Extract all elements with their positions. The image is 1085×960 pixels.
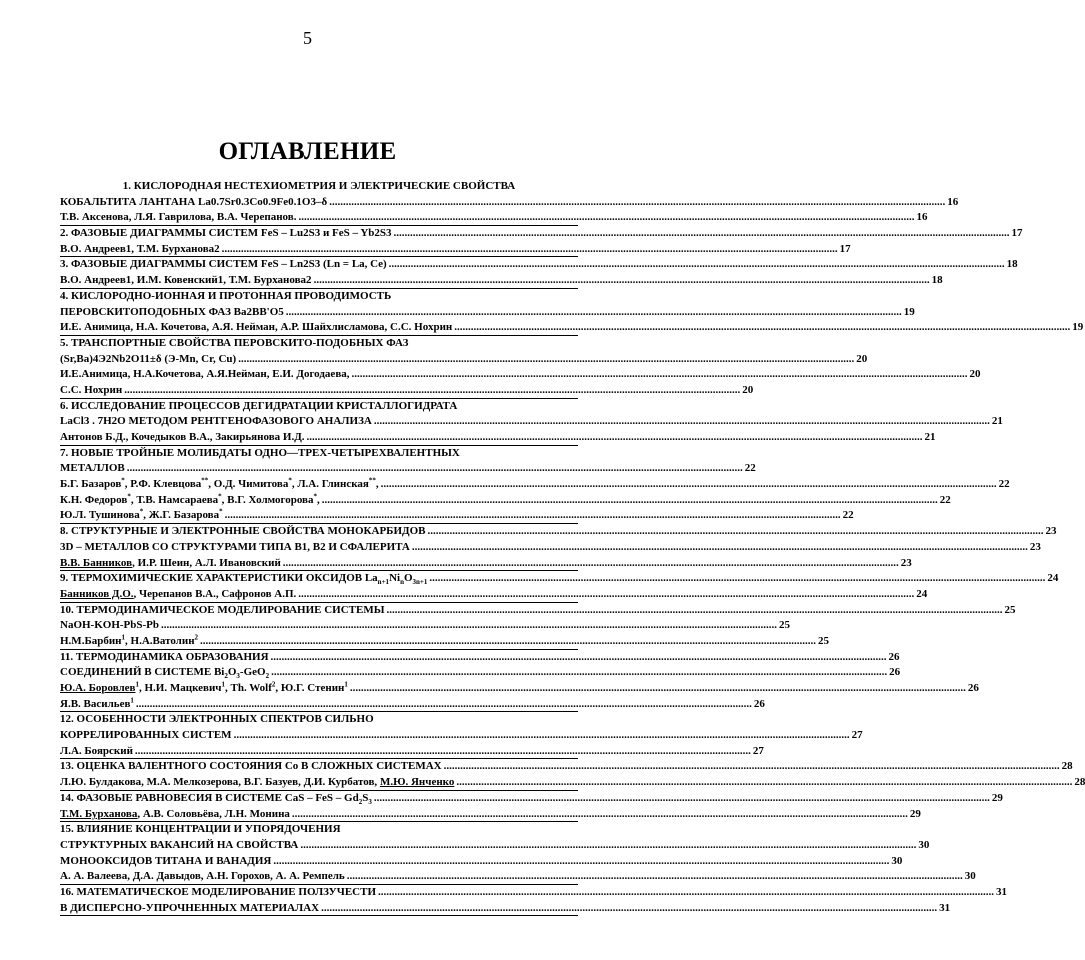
toc-entry (60, 179, 959, 226)
leader-dots (378, 885, 994, 901)
leader-dots (273, 854, 889, 870)
leader-dots (427, 524, 1043, 540)
leader-dots (321, 901, 937, 917)
toc-page-number: 17 (839, 242, 851, 255)
toc-line-text: Банников Д.О., Черепанов В.А., Сафронов А.П. (60, 587, 297, 600)
leader-dots (444, 759, 1060, 775)
toc-line (60, 696, 765, 713)
toc-line (60, 775, 1085, 791)
toc-line (60, 273, 943, 289)
toc-line-text: Б.Г. Базаров*, Р.Ф. Клевцова**, О.Д. Чимитова*, Л.А. Глинская**, (60, 476, 379, 491)
toc-line (60, 507, 854, 524)
toc-page-number: 22 (998, 478, 1010, 491)
toc-line (60, 618, 791, 634)
toc-page-number: 26 (888, 650, 900, 663)
toc-page-number: 20 (856, 352, 868, 365)
toc-line-text: Т.В. Аксенова, Л.Я. Гаврилова, В.А. Черепанов. (60, 211, 297, 224)
toc-line-text: МОНООКСИДОВ ТИТАНА И ВАНАДИЯ (60, 854, 272, 867)
toc-line (60, 633, 830, 650)
leader-dots (322, 493, 938, 509)
leader-dots (381, 477, 997, 493)
toc-line (60, 680, 979, 697)
toc-line (60, 242, 851, 258)
toc-line-text: 14. ФАЗОВЫЕ РАВНОВЕСИЯ В СИСТЕМЕ CaS – FeS – $Gd_2S_3$ (60, 791, 372, 806)
toc-page-number: 28 (1074, 776, 1085, 789)
toc-line-text: ПЕРОВСКИТОПОДОБНЫХ ФАЗ Ba2BB'O5 (60, 305, 284, 318)
toc-line (60, 476, 1010, 493)
toc-line-text: В ДИСПЕРСНО-УПРОЧНЕННЫХ МАТЕРИАЛАХ (60, 901, 320, 914)
toc-line (60, 367, 981, 383)
toc-line (60, 556, 912, 572)
toc-line-text: И.Е.Анимица, Н.А.Кочетова, А.Я.Нейман, Е.И. Догодаева, (60, 368, 350, 381)
toc-line (60, 383, 754, 399)
leader-dots (314, 273, 930, 289)
toc-page-number: 30 (918, 838, 930, 851)
toc-page-number: 24 (1047, 572, 1059, 585)
leader-dots (298, 587, 914, 603)
toc-line (60, 524, 1057, 540)
toc-line (60, 822, 578, 838)
toc-page-number: 21 (924, 431, 936, 443)
toc-line-text: СТРУКТУРНЫХ ВАКАНСИЙ НА СВОЙСТВА (60, 838, 299, 851)
toc-entry (60, 603, 1016, 650)
toc-line (60, 179, 578, 195)
toc-line (60, 854, 903, 870)
entry-divider (60, 915, 578, 916)
toc-page-number: 26 (967, 682, 979, 694)
toc-line-text: С.С. Нохрин (60, 383, 123, 396)
leader-dots (387, 603, 1003, 619)
toc-line (60, 571, 1059, 587)
toc-line (60, 195, 959, 211)
toc-line-text: 13. ОЦЕНКА ВАЛЕНТНОГО СОСТОЯНИЯ Co В СЛОЖНЫХ СИСТЕМАХ (60, 760, 442, 773)
leader-dots (271, 665, 887, 681)
toc-page-number: 20 (969, 368, 981, 381)
toc-page-number: 16 (947, 195, 959, 208)
toc-line-text: Т.М. Бурханова, А.В. Соловьёва, Л.Н. Монина (60, 807, 290, 820)
toc-line (60, 603, 1016, 619)
leader-dots (394, 226, 1010, 242)
toc-line-text: И.Е. Анимица, Н.А. Кочетова, А.Я. Нейман, А.Р. Шайхлисламова, С.С. Нохрин (60, 321, 453, 334)
toc-page-number: 27 (752, 744, 764, 757)
leader-dots (300, 838, 916, 854)
leader-dots (124, 383, 740, 399)
toc-line (60, 289, 578, 305)
toc-page-number: 29 (909, 807, 921, 820)
toc-line-text: 6. ИССЛЕДОВАНИЕ ПРОЦЕССОВ ДЕГИДРАТАЦИИ КРИСТАЛЛОГИДРАТА (60, 399, 458, 412)
toc-line-text: 3. ФАЗОВЫЕ ДИАГРАММЫ СИСТЕМ FeS – Ln2S3 (Ln = La, Ce) (60, 258, 387, 271)
leader-dots (222, 242, 838, 258)
toc-entry (60, 336, 981, 399)
toc-line-text: 15. ВЛИЯНИЕ КОНЦЕНТРАЦИИ И УПОРЯДОЧЕНИЯ (60, 823, 341, 836)
toc-line-text: 5. ТРАНСПОРТНЫЕ СВОЙСТВА ПЕРОВСКИТО-ПОДОБНЫХ ФАЗ (60, 336, 409, 349)
toc-page-number: 16 (916, 211, 928, 224)
toc-page-number: 23 (1029, 540, 1041, 553)
toc-line-text: 3D – МЕТАЛЛОВ СО СТРУКТУРАМИ ТИПА B1, B2 И СФАЛЕРИТА (60, 540, 410, 553)
toc-line (60, 257, 1018, 273)
toc-page-number: 22 (842, 509, 854, 522)
toc-line-text: 10. ТЕРМОДИНАМИЧЕСКОЕ МОДЕЛИРОВАНИЕ СИСТЕМЫ (60, 603, 385, 616)
toc-line (60, 352, 868, 368)
toc-line-text: 2. ФАЗОВЫЕ ДИАГРАММЫ СИСТЕМ FeS – Lu2S3 и FeS – Yb2S3 (60, 227, 392, 240)
leader-dots (374, 791, 990, 807)
leader-dots (271, 650, 887, 666)
toc-line (60, 712, 578, 728)
toc-page-number: 22 (939, 493, 951, 506)
toc-line (60, 461, 756, 477)
toc-line-text: 4. КИСЛОРОДНО-ИОННАЯ И ПРОТОННАЯ ПРОВОДИМОСТЬ (60, 289, 392, 302)
toc-line (60, 414, 1003, 430)
toc-page-number: 18 (1006, 258, 1018, 271)
leader-dots (234, 728, 850, 744)
toc-line (60, 838, 930, 854)
toc-line-text: 7. НОВЫЕ ТРОЙНЫЕ МОЛИБДАТЫ ОДНО—ТРЕХ-ЧЕТЫРЕХВАЛЕНТНЫХ (60, 446, 460, 459)
toc-line (60, 665, 901, 681)
toc-entry (60, 885, 1007, 916)
leader-dots (429, 571, 1045, 587)
toc-page-number: 27 (851, 729, 863, 742)
toc-entry (60, 650, 979, 713)
leader-dots (238, 352, 854, 368)
leader-dots (225, 508, 841, 524)
toc-page-number: 24 (916, 587, 928, 600)
toc-entry (60, 712, 863, 759)
toc-line-text: Л.А. Боярский (60, 744, 133, 757)
toc-line-text: МЕТАЛЛОВ (60, 462, 125, 475)
toc-line (60, 430, 936, 446)
toc-line-text: 12. ОСОБЕННОСТИ ЭЛЕКТРОННЫХ СПЕКТРОВ СИЛЬНО (60, 713, 374, 726)
toc-line-text: А. А. Валеева, Д.А. Давыдов, А.Н. Горохов, А. А. Ремпель (60, 870, 345, 883)
toc-line-text: 11. ТЕРМОДИНАМИКА ОБРАЗОВАНИЯ (60, 650, 269, 663)
toc-page-number: 25 (779, 619, 791, 632)
toc-page-number: 25 (1004, 603, 1016, 616)
toc-line-text: К.Н. Федоров*, Т.В. Намсараева*, В.Г. Холмогорова*, (60, 492, 320, 506)
leader-dots (412, 540, 1028, 556)
toc-line (60, 728, 863, 744)
toc-page-number: 26 (753, 697, 765, 710)
toc-entry (60, 399, 1003, 446)
leader-dots (286, 305, 902, 321)
toc-line (60, 399, 578, 415)
toc-page-number: 26 (889, 666, 901, 679)
toc-line (60, 226, 1023, 242)
toc-page-number: 22 (744, 462, 756, 475)
leader-dots (454, 320, 1070, 336)
toc-page-number: 19 (1072, 321, 1084, 334)
toc-page-number: 18 (931, 274, 943, 287)
toc-line (60, 759, 1073, 775)
leader-dots (456, 775, 1072, 791)
toc-line-text: Л.Ю. Булдакова, М.А. Мелкозерова, В.Г. Базуев, Д.И. Курбатов, М.Ю. Янченко (60, 776, 455, 789)
toc-line-text: В.О. Андреев1, Т.М. Бурханова2 (60, 242, 220, 255)
leader-dots (127, 461, 743, 477)
toc-line-text: СОЕДИНЕНИЙ В СИСТЕМЕ $Bi_2O_3-GeO_2$ (60, 666, 270, 681)
toc-line (60, 446, 578, 462)
toc-page-number: 25 (818, 634, 830, 647)
toc-line-text: В.О. Андреев1, И.М. Ковенский1, Т.М. Бурханова2 (60, 274, 312, 287)
toc-entry (60, 289, 1084, 336)
toc-line (60, 791, 1003, 807)
toc-line (60, 744, 764, 760)
toc-line (60, 210, 928, 226)
toc-line (60, 320, 1084, 336)
table-of-contents (60, 179, 1085, 916)
leader-dots (136, 697, 752, 713)
toc-line (60, 901, 951, 917)
toc-line-text: 1. КИСЛОРОДНАЯ НЕСТЕХИОМЕТРИЯ И ЭЛЕКТРИЧЕСКИЕ СВОЙСТВА (122, 180, 516, 192)
toc-page-number: 31 (939, 901, 951, 914)
toc-line-text: Ю.Л. Тушинова*, Ж.Г. Базарова* (60, 507, 223, 522)
toc-entry (60, 524, 1057, 571)
leader-dots (352, 367, 968, 383)
toc-line-text: 9. ТЕРМОХИМИЧЕСКИЕ ХАРАКТЕРИСТИКИ ОКСИДОВ $La_{n+1}Ni_nO_{3n+1}$ (60, 572, 428, 587)
leader-dots (135, 744, 751, 760)
leader-dots (374, 414, 990, 430)
toc-entry (60, 226, 1023, 257)
toc-entry (60, 791, 1003, 822)
toc-line (60, 869, 976, 885)
toc-page-number: 17 (1011, 227, 1023, 240)
toc-line (60, 492, 951, 509)
toc-page-number: 30 (891, 854, 903, 867)
toc-line-text: КОРРЕЛИРОВАННЫХ СИСТЕМ (60, 729, 232, 742)
toc-entry (60, 822, 976, 885)
toc-line (60, 807, 921, 823)
toc-line-text: Ю.А. Боровлев$^1$, Н.И. Мацкевич$^1$, Th. Wolf$^2$, Ю.Г. Стенин$^1$ (60, 680, 348, 694)
toc-page-number: 19 (903, 305, 915, 318)
leader-dots (350, 681, 966, 697)
toc-line-text: Антонов Б.Д., Кочедыков В.А., Закирьянова И.Д. (60, 431, 305, 443)
toc-line (60, 885, 1007, 901)
toc-line (60, 305, 915, 321)
toc-line-text: LaCl3 . 7H2O МЕТОДОМ РЕНТГЕНОФАЗОВОГО АНАЛИЗА (60, 415, 372, 428)
toc-entry (60, 571, 1059, 602)
toc-line (60, 650, 900, 666)
toc-line-text: (Sr,Ba)4Э2Nb2O11±δ (Э-Mn, Cr, Cu) (60, 352, 237, 365)
leader-dots (307, 430, 923, 446)
toc-line-text: Н.М.Барбин$^1$, Н.А.Ватолин$^2$ (60, 633, 199, 647)
toc-line-text: Я.В. Васильев$^1$ (60, 696, 134, 710)
toc-entry (60, 446, 1010, 524)
toc-line-text: 16. МАТЕМАТИЧЕСКОЕ МОДЕЛИРОВАНИЕ ПОЛЗУЧЕСТИ (60, 885, 376, 898)
leader-dots (200, 634, 816, 650)
toc-line (60, 336, 578, 352)
leader-dots (329, 195, 945, 211)
leader-dots (283, 556, 899, 572)
toc-line-text: 8. СТРУКТУРНЫЕ И ЭЛЕКТРОННЫЕ СВОЙСТВА МОНОКАРБИДОВ (60, 525, 426, 538)
toc-entry (60, 759, 1085, 790)
leader-dots (292, 807, 908, 823)
toc-page-number: 20 (742, 383, 754, 396)
toc-line-text: КОБАЛЬТИТА ЛАНТАНА La0.7Sr0.3Co0.9Fe0.1O3–δ (60, 195, 328, 208)
toc-line-text: В.В. Банников, И.Р. Шеин, А.Л. Ивановский (60, 556, 281, 569)
leader-dots (389, 257, 1005, 273)
page-title: ОГЛАВЛЕНИЕ (218, 138, 397, 165)
toc-entry (60, 257, 1018, 288)
toc-page-number: 21 (991, 415, 1003, 428)
leader-dots (298, 210, 914, 226)
leader-dots (161, 618, 777, 634)
toc-page-number: 31 (996, 885, 1007, 898)
toc-line-text: NaOH-KOH-PbS-Pb (60, 619, 160, 632)
toc-line (60, 587, 928, 603)
toc-page-number: 23 (900, 556, 912, 569)
toc-page-number: 23 (1045, 525, 1057, 538)
page-number: 5 (303, 28, 312, 48)
toc-page-number: 29 (991, 791, 1003, 804)
toc-page-number: 30 (964, 870, 976, 883)
toc-page-number: 28 (1061, 760, 1073, 773)
leader-dots (347, 869, 963, 885)
toc-line (60, 540, 1041, 556)
